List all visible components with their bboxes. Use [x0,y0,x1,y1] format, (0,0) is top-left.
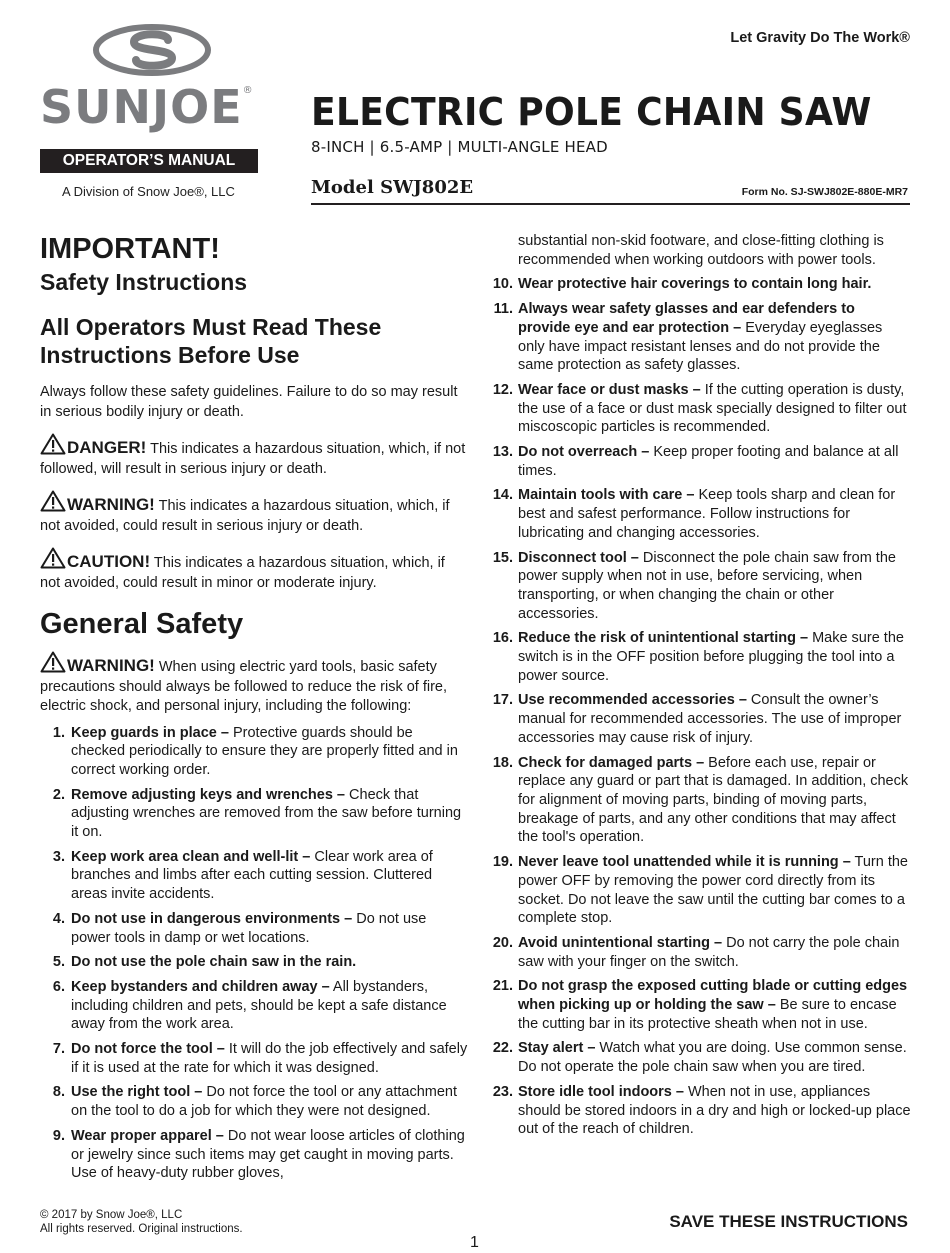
item-title: Stay alert – [518,1040,596,1057]
hazard-danger [40,433,468,479]
safety-list-left [40,724,468,1183]
item-text: Turn the power OFF by removing the power cord directly from its socket. Do not leave the saw until the cutting bar comes to a complete stop. [518,854,908,927]
item-number: 1. [52,724,65,741]
safety-item-4 [40,910,468,947]
item-title: Avoid unintentional starting – [518,934,723,951]
item-text: Clear work area of branches and limbs after each cutting session. Cluttered areas invite accidents. [71,848,433,903]
item-title: Wear protective hair coverings to contain long hair. [518,276,872,293]
item-text: Consult the owner’s manual for recommended accessories. The use of improper accessories may cause risk of injury. [518,692,902,746]
safety-item-2 [40,786,468,842]
safety-item-9 [40,1127,468,1183]
tagline: Let Gravity Do The Work® [730,30,910,46]
item-text: If the cutting operation is dusty, the use of a face or dust mask specially designed to filter out miscoscopic particles is recommended. [518,381,907,436]
item-number: 6. [52,978,65,995]
page-number: 1 [470,1234,479,1251]
copyright [40,1208,243,1236]
important-heading: IMPORTANT! [40,233,220,265]
item-text: When not in use, appliances should be stored indoors in a dry and high or locked-up place out of the reach of children. [518,1083,911,1138]
item-text: Protective guards should be checked periodically to ensure they are properly fitted and in correct working order. [71,724,458,778]
item-number: 12. [492,381,513,398]
item-title: Disconnect tool – [518,549,639,566]
warning-triangle-icon [40,547,66,569]
safety-item-23 [491,1083,911,1139]
item-text: Everyday eyeglasses only have impact resistant lenses and do not provide the same protection as safety glasses. [518,319,883,374]
item-title: Do not force the tool – [71,1041,225,1058]
item-text: Keep tools sharp and clean for best and safest performance. Follow instructions for lubricating and changing accessories. [518,487,896,541]
hazard-warning [40,490,468,536]
item-title: Use recommended accessories – [518,692,747,709]
hazard-keyword: CAUTION! [67,552,151,571]
safety-item-14 [491,486,911,542]
item-title: Wear proper apparel – [71,1127,224,1144]
item-number: 10. [492,276,513,293]
item-text: Check that adjusting wrenches are removed from the saw before turning it on. [71,786,462,841]
item-number: 2. [52,786,65,803]
warning-keyword: WARNING! [67,656,155,675]
safety-item-13 [491,443,911,480]
item-text: Do not force the tool or any attachment on the tool to do a job for which they were not designed. [71,1084,458,1120]
item-title: Store idle tool indoors – [518,1083,684,1100]
guideline-text: Always follow these safety guidelines. Failure to do so may result in serious bodily injury or death. [40,384,458,420]
item-number: 13. [492,444,513,461]
item-9-continuation: substantial non-skid footware, and close-fitting clothing is recommended when working outdoors with power tools. [518,233,884,268]
item-title: Do not grasp the exposed cutting blade or cutting edges when picking up or holding the saw – [518,978,908,1014]
safety-item-5 [40,953,468,972]
item-title: Keep guards in place – [71,724,229,741]
warning-triangle-icon [40,651,66,673]
item-text: Keep proper footing and balance at all times. [518,444,899,479]
sunjoe-s-swoosh-icon [40,24,262,80]
left-column [40,232,468,1189]
item-text: It will do the job effectively and safely if it is used at the rate for which it was designed. [71,1041,468,1076]
model-number: Model SWJ802E [311,177,474,198]
warning-text: When using electric yard tools, basic safety precautions should always be followed to reduce the risk of fire, electric shock, and personal injury, including the following: [40,659,448,714]
item-number: 20. [492,934,513,951]
safety-item-19 [491,853,911,928]
item-title: Never leave tool unattended while it is running – [518,854,851,871]
item-text: Make sure the switch is in the OFF position before plugging the tool into a power source. [518,630,904,684]
copyright-line-1: © 2017 by Snow Joe®, LLC [40,1209,183,1221]
item-number: 11. [493,301,513,318]
hazard-caution [40,547,468,593]
item-title: Wear face or dust masks – [518,381,701,398]
item-number: 16. [492,630,513,647]
item-number: 7. [52,1041,65,1058]
item-title: Do not overreach – [518,444,650,461]
item-title: Use the right tool – [71,1084,203,1101]
safety-item-12 [491,381,911,437]
safety-list-right [491,275,911,1139]
general-warning [40,651,468,717]
warning-triangle-icon [40,490,66,512]
hazard-text: This indicates a hazardous situation, which, if not avoided, could result in minor or moderate injury. [40,555,445,591]
item-text: Watch what you are doing. Use common sense. Do not operate the pole chain saw when you are tired. [518,1040,907,1076]
item-text: Before each use, repair or replace any guard or part that is damaged. In addition, check for alignment of moving parts, binding of moving parts, breakage of parts, and any other conditions that may affect the tool's operation. [518,754,909,846]
item-title: Reduce the risk of unintentional starting – [518,630,809,647]
hazard-keyword: WARNING! [67,495,155,514]
item-text: Disconnect the pole chain saw from the power supply when not in use, before servicing, when transporting, or when changing the chain or other accessories. [518,549,896,622]
copyright-line-2: All rights reserved. Original instructions. [40,1223,243,1235]
item-number: 8. [52,1084,65,1101]
item-number: 22. [492,1040,513,1057]
manual-label: OPERATOR’S MANUAL [40,149,258,173]
item-text: Do not use power tools in damp or wet locations. [71,910,427,946]
item-number: 18. [492,754,513,771]
document-subtitle: 8-INCH | 6.5-AMP | MULTI-ANGLE HEAD [311,138,608,156]
item-number: 4. [52,910,65,927]
save-instructions: SAVE THESE INSTRUCTIONS [669,1212,908,1231]
item-title: Keep work area clean and well-lit – [71,848,311,865]
safety-item-1 [40,724,468,780]
item-number: 19. [492,854,513,871]
item-number: 5. [52,954,65,971]
safety-item-16 [491,629,911,685]
header-divider [311,203,910,205]
safety-instructions-heading: Safety Instructions [40,269,248,295]
item-text: Be sure to encase the cutting bar in its protective sheath when not in use. [518,997,897,1032]
safety-item-10 [491,275,911,294]
item-text: Do not carry the pole chain saw with your finger on the switch. [518,934,900,970]
safety-item-11 [491,300,911,375]
safety-item-8 [40,1083,468,1120]
hazard-keyword: DANGER! [67,438,147,457]
safety-item-15 [491,549,911,624]
safety-item-20 [491,934,911,971]
item-title: Do not use in dangerous environments – [71,910,353,927]
item-number: 17. [492,692,513,709]
item-title: Remove adjusting keys and wrenches – [71,786,345,803]
safety-item-3 [40,848,468,904]
item-text: Do not wear loose articles of clothing or jewelry since such items may get caught in moving parts. Use of heavy-duty rubber gloves, [71,1127,465,1182]
item-title: Do not use the pole chain saw in the rain. [71,954,357,971]
item-title: Maintain tools with care – [518,487,695,504]
general-safety-heading: General Safety [40,608,244,640]
item-number: 9. [52,1127,65,1144]
right-column [491,232,911,1145]
item-title: Check for damaged parts – [518,754,705,771]
safety-item-7 [40,1040,468,1077]
item-text: All bystanders, including children and pets, should be kept a safe distance away from the work area. [71,978,447,1033]
item-number: 21. [492,978,513,995]
warning-triangle-icon [40,433,66,455]
document-title: ELECTRIC POLE CHAIN SAW [311,90,872,134]
safety-item-22 [491,1039,911,1076]
hazard-definitions [40,433,468,593]
safety-item-21 [491,977,911,1033]
safety-item-18 [491,754,911,848]
item-number: 23. [492,1083,513,1100]
brand-logo-emblem [40,24,262,80]
safety-item-6 [40,978,468,1034]
brand-name: SUNJOE® [40,80,254,134]
item-title: Always wear safety glasses and ear defenders to provide eye and ear protection – [518,301,855,336]
item-number: 15. [492,549,513,566]
must-read-heading: All Operators Must Read These Instructions Before Use [40,314,382,368]
division-text: A Division of Snow Joe®, LLC [62,184,235,199]
item-number: 3. [52,848,65,865]
form-number: Form No. SJ-SWJ802E-880E-MR7 [741,186,908,198]
safety-item-17 [491,691,911,747]
item-number: 14. [492,487,513,504]
item-title: Keep bystanders and children away – [71,978,330,995]
hazard-text: This indicates a hazardous situation, which, if not followed, will result in serious injury or death. [40,441,466,477]
hazard-text: This indicates a hazardous situation, which, if not avoided, could result in serious injury or death. [40,498,450,534]
